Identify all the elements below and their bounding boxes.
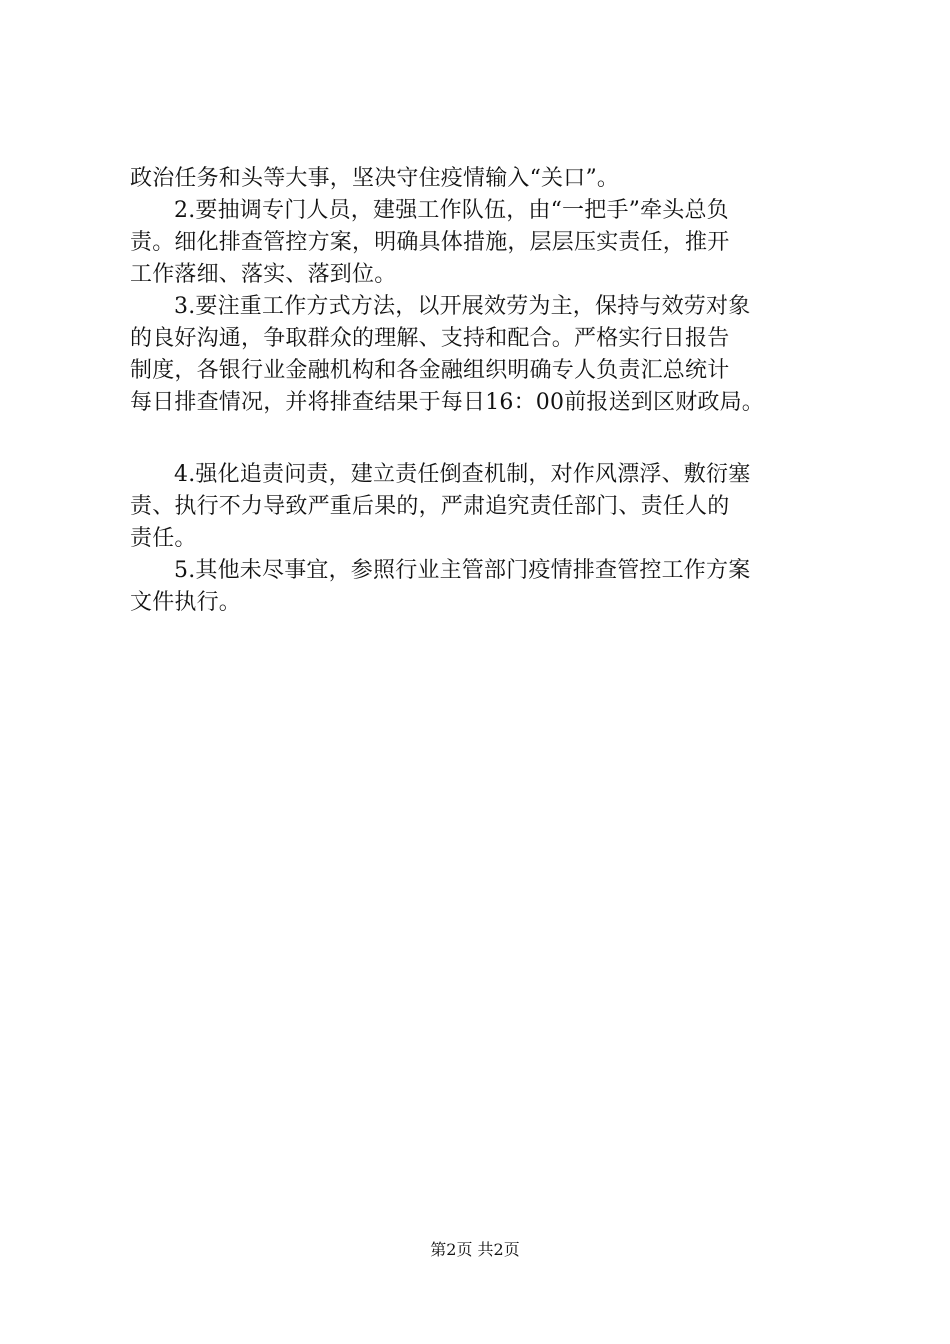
list-item-5-line: 5.其他未尽事宜，参照行业主管部门疫情排查管控工作方案 [174, 558, 751, 583]
page-footer: 第2页 共2页 [430, 1240, 520, 1259]
document-body [130, 163, 830, 619]
list-item-4-line: 4.强化追责问责，建立责任倒查机制，对作风漂浮、敷衍塞 [174, 462, 751, 487]
text-line: 每日排查情况，并将排查结果于每日16：00前报送到区财政局。 [130, 390, 764, 415]
text-line: 政治任务和头等大事，坚决守住疫情输入“关口”。 [130, 166, 620, 191]
text-line: 制度，各银行业金融机构和各金融组织明确专人负责汇总统计 [130, 358, 730, 383]
list-item-3-line: 3.要注重工作方式方法，以开展效劳为主，保持与效劳对象 [174, 294, 751, 319]
paragraph-gap [130, 419, 830, 459]
list-item-2-line: 2.要抽调专门人员，建强工作队伍，由“一把手”牵头总负 [174, 198, 729, 223]
text-line: 的良好沟通，争取群众的理解、支持和配合。严格实行日报告 [130, 326, 730, 351]
text-line: 责、执行不力导致严重后果的，严肃追究责任部门、责任人的 [130, 494, 730, 519]
text-line: 责。细化排查管控方案，明确具体措施，层层压实责任，推开 [130, 230, 730, 255]
text-line: 文件执行。 [130, 590, 242, 615]
text-line: 工作落细、落实、落到位。 [130, 262, 397, 287]
text-line: 责任。 [130, 526, 197, 551]
